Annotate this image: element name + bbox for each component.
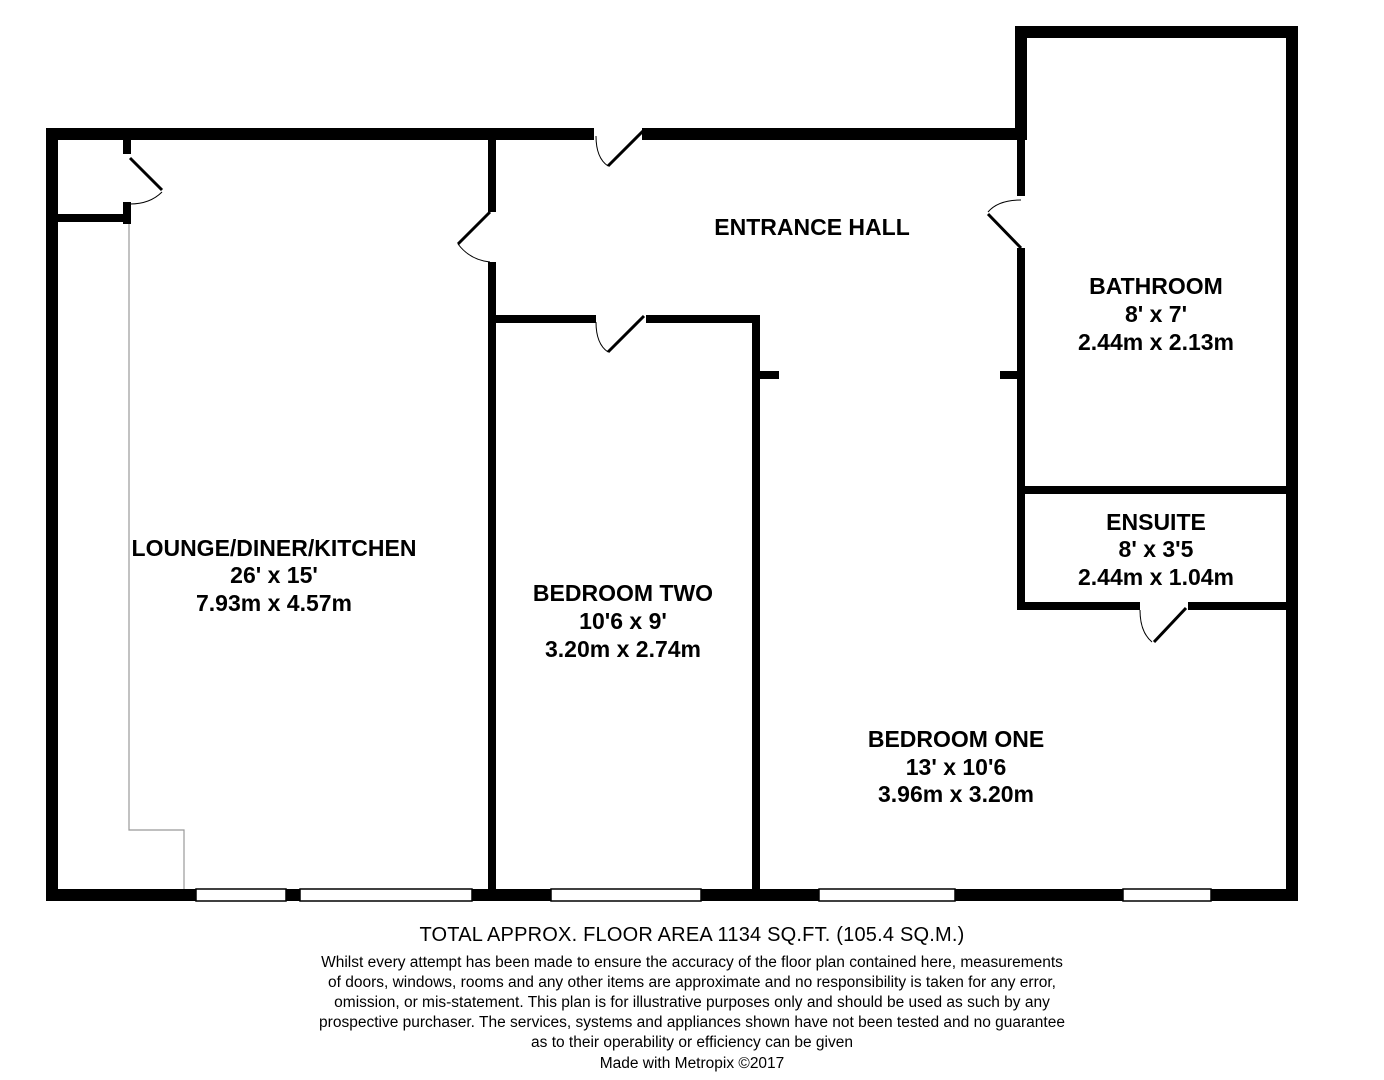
disclaimer [0, 953, 1384, 1053]
interior-walls [56, 134, 1290, 890]
bedroom-two-metric: 3.20m x 2.74m [544, 636, 702, 662]
lounge-imperial: 26' x 15' [230, 562, 318, 588]
lounge-metric: 7.93m x 4.57m [195, 590, 353, 616]
bedroom-one-name: BEDROOM ONE [867, 726, 1045, 752]
bedroom-one-imperial: 13' x 10'6 [905, 754, 1007, 780]
door-bedroom-two [596, 316, 644, 352]
window-bedroom-one-1 [819, 889, 955, 901]
total-floor-area: TOTAL APPROX. FLOOR AREA 1134 SQ.FT. (105.4 SQ.M.) [419, 924, 965, 946]
bedroom-one-metric: 3.96m x 3.20m [877, 781, 1035, 807]
bedroom-two-imperial: 10'6 x 9' [579, 608, 667, 634]
door-bathroom [988, 200, 1021, 248]
window-bedroom-two [551, 889, 701, 901]
metropix-credit: Made with Metropix ©2017 [599, 1055, 785, 1072]
door-ensuite [1140, 608, 1186, 642]
exterior-walls [52, 32, 1292, 895]
bathroom-metric: 2.44m x 2.13m [1077, 329, 1235, 355]
door-entrance [596, 130, 644, 166]
room-labels [132, 214, 1234, 807]
entrance-hall-name: ENTRANCE HALL [714, 214, 910, 240]
bathroom-name: BATHROOM [1089, 273, 1223, 299]
disclaimer-line: prospective purchaser. The services, systems and appliances shown have not been tested and no guarantee [319, 1014, 1065, 1031]
door-lounge [458, 212, 490, 262]
ensuite-metric: 2.44m x 1.04m [1077, 564, 1235, 590]
lounge-name: LOUNGE/DINER/KITCHEN [131, 535, 417, 561]
disclaimer-line: Whilst every attempt has been made to ensure the accuracy of the floor plan contained here, measurements [321, 954, 1063, 971]
disclaimer-line: omission, or mis-statement. This plan is for illustrative purposes only and should be used as such by any [334, 994, 1050, 1011]
ensuite-name: ENSUITE [1106, 509, 1206, 535]
ensuite-imperial: 8' x 3'5 [1118, 536, 1194, 562]
window-bedroom-one-2 [1123, 889, 1211, 901]
bedroom-two-name: BEDROOM TWO [532, 580, 714, 606]
disclaimer-line: as to their operability or efficiency can be given [531, 1034, 853, 1051]
bathroom-imperial: 8' x 7' [1124, 301, 1188, 327]
disclaimer-line: of doors, windows, rooms and any other items are approximate and no responsibility is taken for any error, [327, 974, 1056, 991]
window-lounge-1 [196, 889, 286, 901]
window-lounge-2 [300, 889, 472, 901]
door-cupboard [130, 158, 162, 204]
